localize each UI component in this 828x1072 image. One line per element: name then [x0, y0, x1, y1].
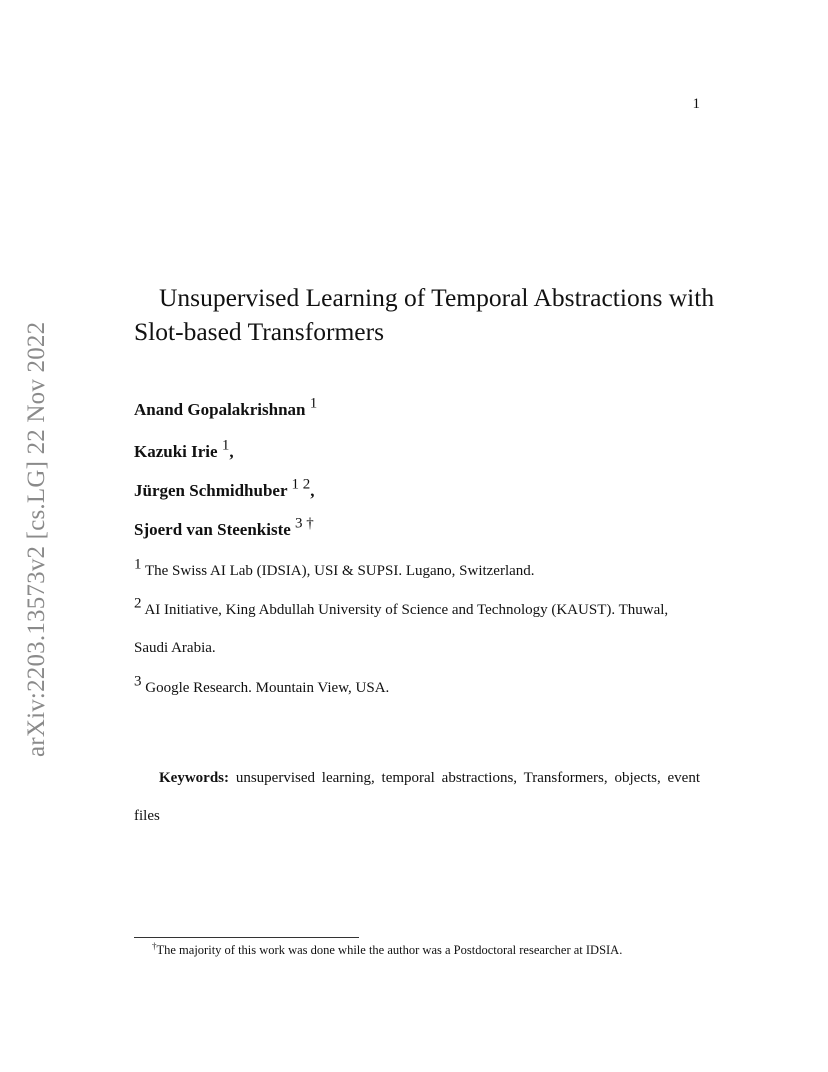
- arxiv-identifier: arXiv:2203.13573v2 [cs.LG] 22 Nov 2022: [23, 321, 50, 757]
- author-name: Sjoerd van Steenkiste: [134, 520, 291, 539]
- affiliation-marker: 2: [134, 595, 142, 612]
- author-affiliation-marker: 1: [221, 437, 230, 454]
- footnote-text: The majority of this work was done while the author was a Postdoctoral researcher at IDSIA.: [156, 943, 623, 957]
- affiliation-text: Google Research. Mountain View, USA.: [145, 680, 390, 696]
- author-4: [134, 515, 314, 540]
- affiliation-marker: 3: [134, 673, 142, 690]
- footnote-divider: [134, 937, 359, 938]
- author-name: Kazuki Irie: [134, 442, 218, 461]
- keywords: [134, 759, 700, 835]
- author-3: [134, 476, 315, 501]
- affiliation-text: The Swiss AI Lab (IDSIA), USI & SUPSI. Lugano, Switzerland.: [144, 563, 535, 579]
- author-name: Jürgen Schmidhuber: [134, 481, 288, 500]
- author-2: [134, 437, 234, 462]
- footnote: [152, 943, 622, 958]
- author-separator: ,: [310, 481, 315, 500]
- paper-title: Unsupervised Learning of Temporal Abstractions with Slot-based Transformers: [134, 283, 715, 346]
- page-number: 1: [692, 96, 700, 112]
- keywords-text: unsupervised learning, temporal abstractions, Transformers, objects, event files: [134, 770, 701, 824]
- author-name: Anand Gopalakrishnan: [134, 400, 306, 419]
- author-affiliation-marker: 1: [309, 395, 318, 412]
- footnote-mark: †: [152, 941, 157, 952]
- affiliation-2-continuation: Saudi Arabia.: [134, 640, 216, 656]
- affiliation-text: AI Initiative, King Abdullah University of Science and Technology (KAUST). Thuwal,: [144, 602, 669, 618]
- affiliation-3: [134, 673, 390, 697]
- author-affiliation-marker: 3 †: [295, 515, 314, 532]
- author-separator: ,: [229, 442, 234, 461]
- author-1: [134, 395, 318, 420]
- affiliation-2: [134, 595, 669, 619]
- keywords-label: Keywords:: [159, 770, 229, 786]
- affiliation-1: [134, 556, 535, 580]
- author-affiliation-marker: 1 2: [291, 476, 311, 493]
- affiliation-marker: 1: [134, 556, 142, 573]
